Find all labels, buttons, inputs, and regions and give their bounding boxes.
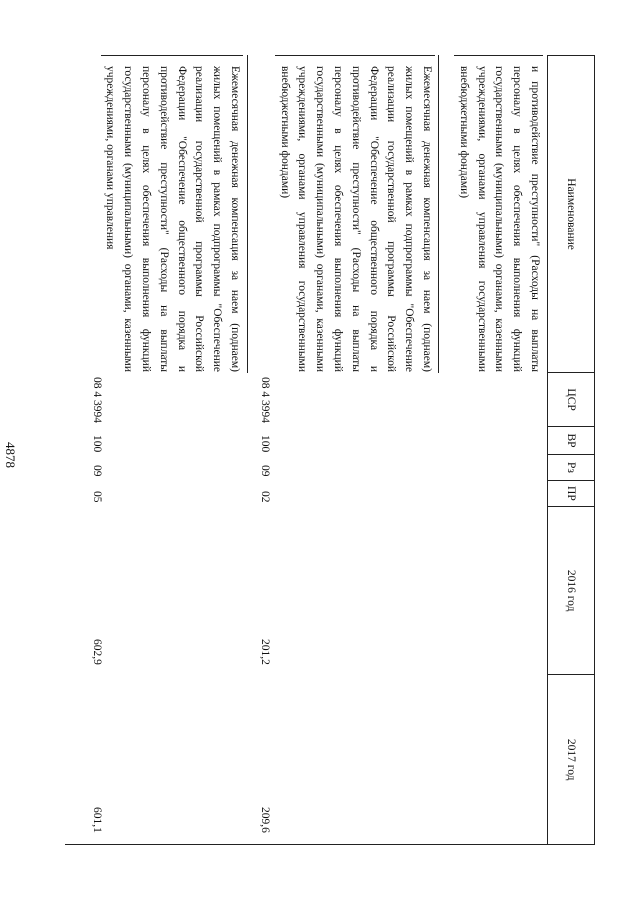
row-csr: 08 4 3994 (259, 377, 271, 423)
header-2016: 2016 год (548, 507, 595, 676)
table-row (65, 55, 243, 845)
row-value-2016: 602,9 (91, 639, 103, 665)
row-name: Ежемесячная денежная компенсация за наем (поднаем) жилых помещений в рамках подпрограммы "Обеспечение реализации государственной программы Российской Федерации "Обеспечение общественного порядка и противодействие преступности" (Расходы на выплаты персоналу в целях обеспечения выполнения функций государственными (муниципальными) органами, казенными учреждениями, органами управления (101, 55, 243, 372)
table-header (547, 55, 595, 845)
row-pr: 02 (259, 491, 271, 503)
page-number: 4878 (3, 442, 18, 468)
row-separator (247, 55, 248, 373)
table-row (439, 55, 543, 845)
table-row (253, 55, 435, 845)
row-csr: 08 4 3994 (91, 377, 103, 423)
row-value-2017: 209,6 (259, 807, 271, 833)
header-2017: 2017 год (565, 738, 578, 781)
row-rz: 09 (91, 465, 103, 477)
row-value-2016: 201,2 (259, 639, 271, 665)
row-vr: 100 (259, 435, 271, 453)
row-codes (259, 377, 271, 511)
row-pr: 05 (91, 491, 103, 503)
header-pr: ПР (548, 481, 595, 507)
row-value-2017: 601,1 (91, 807, 103, 833)
row-rz: 09 (259, 465, 271, 477)
header-vr: ВР (548, 427, 595, 455)
row-vr: 100 (91, 435, 103, 453)
row-codes (91, 377, 103, 511)
header-rz: Рз (548, 455, 595, 481)
header-name: Наименование (548, 56, 595, 373)
budget-table (65, 55, 595, 845)
row-name: Ежемесячная денежная компенсация за наем (поднаем) жилых помещений в рамках подпрограммы "Обеспечение реализации государственной программы Российской Федерации "Обеспечение общественного порядка и противодействие преступности" (Расходы на выплаты персоналу в целях обеспечения выполнения функций государственными (муниципальными) органами, казенными учреждениями, органами управления государственными внебюджетными фондами) (275, 55, 435, 372)
row-separator (438, 55, 439, 373)
row-name: и противодействие преступности" (Расходы на выплаты персоналу в целях обеспечения выполнения функций государственными (муниципальными) органами, казенными учреждениями, органами управления государственными внебюджетными фондами) (454, 55, 543, 372)
header-csr: ЦСР (548, 373, 595, 427)
